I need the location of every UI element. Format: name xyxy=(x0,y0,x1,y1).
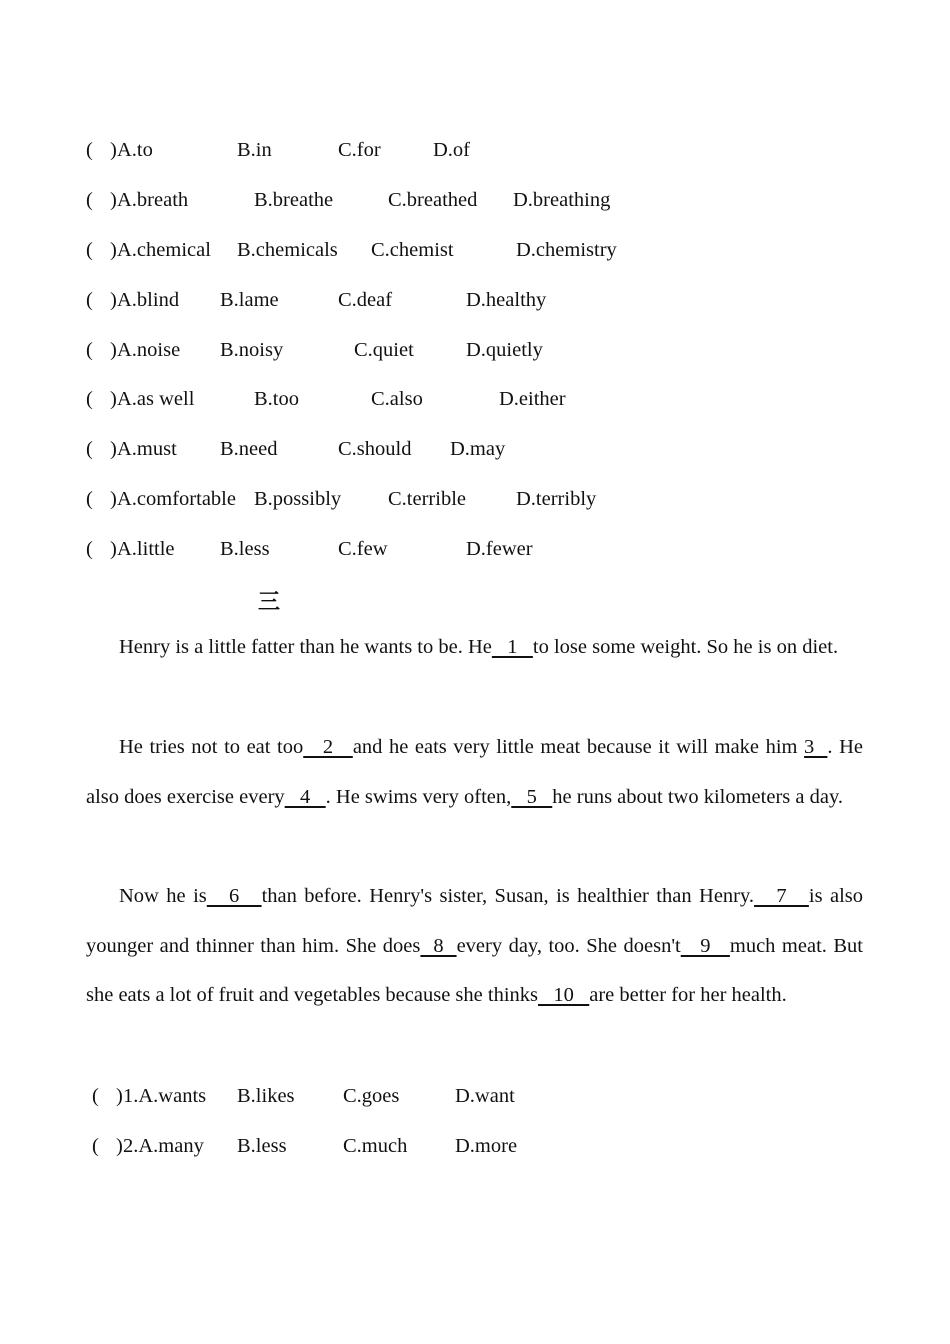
option-c: C.terrible xyxy=(388,488,466,510)
section-heading: 三 xyxy=(258,590,281,615)
answer-paren-open: ( xyxy=(86,488,93,510)
answer-paren-close: ) xyxy=(110,289,117,311)
answer-paren-close: ) xyxy=(110,538,117,560)
blank-8: 8 xyxy=(420,934,457,957)
option-b: B.lame xyxy=(220,289,279,311)
option-d: D.healthy xyxy=(466,289,547,311)
passage-text: He tries not to eat too xyxy=(119,736,304,758)
answer-paren-open: ( xyxy=(92,1135,99,1157)
option-c: C.few xyxy=(338,538,388,560)
option-c: C.quiet xyxy=(354,339,414,361)
option-c: C.also xyxy=(371,388,423,410)
blank-10: 10 xyxy=(538,984,590,1007)
answer-paren-close: ) xyxy=(110,139,117,161)
passage-text: and he eats very little meat because it will make him xyxy=(352,736,805,758)
passage-text: he runs about two kilometers a day. xyxy=(552,785,843,808)
answer-paren-close: ) xyxy=(110,189,117,211)
blank-3: 3 xyxy=(804,736,828,758)
option-a: 1.A.wants xyxy=(123,1085,207,1107)
answer-paren-close: ) xyxy=(110,239,117,261)
option-b: B.less xyxy=(220,538,270,560)
passage-paragraph-1 xyxy=(86,623,863,673)
option-b: B.breathe xyxy=(254,189,334,211)
option-c: C.deaf xyxy=(338,289,393,311)
option-a: A.must xyxy=(117,438,177,460)
blank-2: 2 xyxy=(303,736,353,758)
option-d: D.fewer xyxy=(466,538,533,560)
option-d: D.breathing xyxy=(513,189,611,211)
passage-text: to lose some weight. So he is on diet. xyxy=(532,636,839,658)
passage-text: Now he is xyxy=(119,885,207,907)
option-d: D.of xyxy=(433,139,471,161)
blank-1: 1 xyxy=(491,636,533,658)
passage-text: . He swims very often, xyxy=(325,785,512,808)
option-b: B.in xyxy=(237,139,272,161)
option-b: B.too xyxy=(254,388,299,410)
option-a: A.to xyxy=(117,139,153,161)
blank-5: 5 xyxy=(511,785,553,808)
passage-text: much meat. But she eats a lot of fruit and vegetables because she thinks xyxy=(86,934,863,1007)
option-c: C.should xyxy=(338,438,412,460)
option-b: B.need xyxy=(220,438,278,460)
option-c: C.breathed xyxy=(388,189,478,211)
passage-text: every day, too. She doesn't xyxy=(456,934,681,957)
option-c: C.for xyxy=(338,139,381,161)
option-b: B.less xyxy=(237,1135,287,1157)
answer-paren-close: ) xyxy=(110,488,117,510)
answer-paren-open: ( xyxy=(86,339,93,361)
option-c: C.much xyxy=(343,1135,408,1157)
blank-7: 7 xyxy=(754,885,809,907)
option-d: D.want xyxy=(455,1085,515,1107)
answer-paren-open: ( xyxy=(86,289,93,311)
answer-paren-open: ( xyxy=(86,438,93,460)
option-d: D.may xyxy=(450,438,506,460)
option-c: C.chemist xyxy=(371,239,454,261)
answer-paren-open: ( xyxy=(86,388,93,410)
option-b: B.chemicals xyxy=(237,239,338,261)
option-b: B.noisy xyxy=(220,339,284,361)
option-a: 2.A.many xyxy=(123,1135,204,1157)
option-b: B.possibly xyxy=(254,488,342,510)
answer-paren-close: ) xyxy=(110,339,117,361)
passage-text: than before. Henry's sister, Susan, is healthier than Henry. xyxy=(261,885,755,907)
option-a: A.noise xyxy=(117,339,181,361)
option-a: A.chemical xyxy=(117,239,211,261)
option-a: A.comfortable xyxy=(117,488,236,510)
passage-text: is also younger and thinner than him. She does xyxy=(86,885,864,957)
option-a: A.breath xyxy=(117,189,189,211)
answer-paren-open: ( xyxy=(86,189,93,211)
option-a: A.little xyxy=(117,538,175,560)
blank-6: 6 xyxy=(206,885,262,907)
passage-text: are better for her health. xyxy=(589,984,787,1007)
answer-paren-open: ( xyxy=(86,538,93,560)
answer-paren-close: ) xyxy=(110,438,117,460)
option-d: D.quietly xyxy=(466,339,543,361)
answer-paren-close: ) xyxy=(116,1135,123,1157)
answer-paren-close: ) xyxy=(116,1085,123,1107)
option-d: D.more xyxy=(455,1135,518,1157)
option-b: B.likes xyxy=(237,1085,295,1107)
option-d: D.terribly xyxy=(516,488,597,510)
option-a: A.as well xyxy=(117,388,195,410)
blank-9: 9 xyxy=(680,934,730,957)
passage-paragraph-2 xyxy=(86,723,863,822)
option-d: D.chemistry xyxy=(516,239,617,261)
answer-paren-open: ( xyxy=(86,239,93,261)
option-a: A.blind xyxy=(117,289,180,311)
option-d: D.either xyxy=(499,388,566,410)
answer-paren-open: ( xyxy=(92,1085,99,1107)
blank-4: 4 xyxy=(284,785,326,808)
answer-paren-open: ( xyxy=(86,139,93,161)
passage-text: . He also does exercise every xyxy=(86,736,864,808)
passage-paragraph-3 xyxy=(86,872,863,1021)
option-c: C.goes xyxy=(343,1085,400,1107)
answer-paren-close: ) xyxy=(110,388,117,410)
passage-text: Henry is a little fatter than he wants to be. He xyxy=(119,636,492,658)
